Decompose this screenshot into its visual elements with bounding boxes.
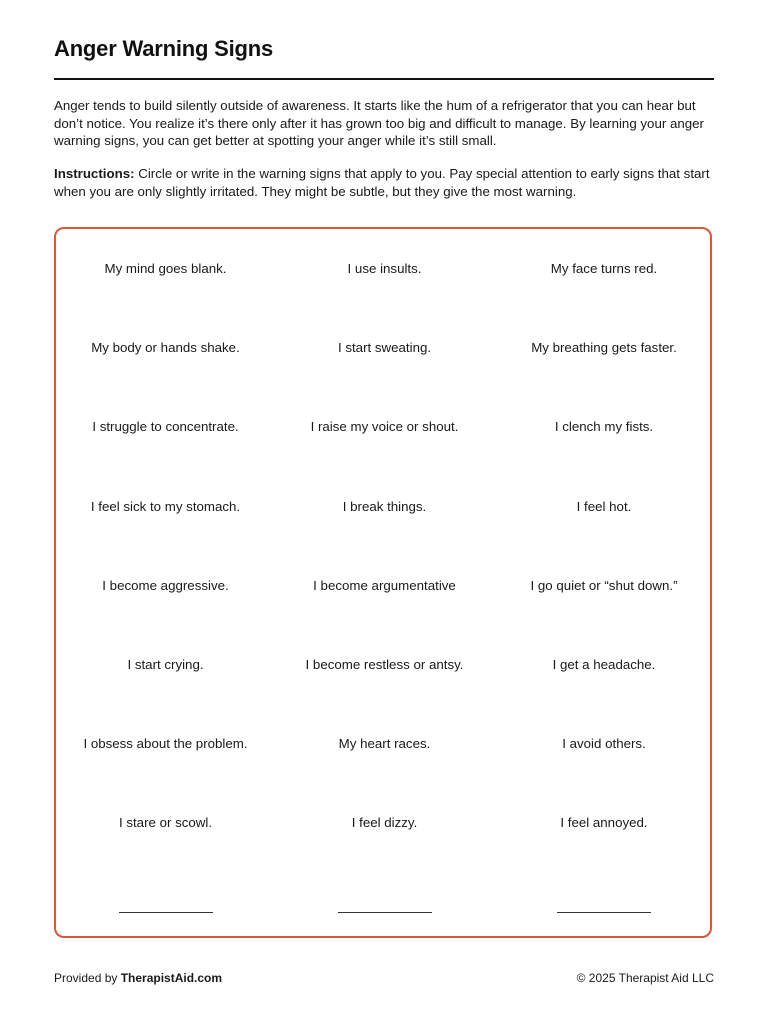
sign-become-argumentative[interactable]: I become argumentative bbox=[313, 577, 456, 593]
footer-provided-by bbox=[54, 971, 222, 985]
sign-struggle-concentrate[interactable]: I struggle to concentrate. bbox=[92, 419, 239, 435]
sign-mind-goes-blank[interactable]: My mind goes blank. bbox=[104, 261, 227, 277]
sign-avoid-others[interactable]: I avoid others. bbox=[562, 736, 646, 752]
sign-get-headache[interactable]: I get a headache. bbox=[552, 657, 656, 673]
write-in-blank-3[interactable] bbox=[494, 863, 714, 951]
instructions-text: Circle or write in the warning signs that apply to you. Pay special attention to early signs that start when you are only slightly irritated. They might be subtle, but they give the most warning. bbox=[54, 166, 710, 199]
sign-breathing-faster[interactable]: My breathing gets faster. bbox=[531, 340, 677, 356]
footer-copyright: © 2025 Therapist Aid LLC bbox=[576, 971, 714, 985]
sign-feel-annoyed[interactable]: I feel annoyed. bbox=[560, 815, 648, 831]
sign-raise-voice[interactable]: I raise my voice or shout. bbox=[310, 419, 459, 435]
sign-sick-stomach[interactable]: I feel sick to my stomach. bbox=[90, 498, 241, 514]
sign-heart-races[interactable]: My heart races. bbox=[338, 736, 431, 752]
footer-provided-label: Provided by bbox=[54, 971, 121, 985]
sign-break-things[interactable]: I break things. bbox=[342, 498, 427, 514]
intro-paragraph: Anger tends to build silently outside of awareness. It starts like the hum of a refrigerator that you can hear but don’t notice. You realize it’s there only after it has grown too big and difficult to manage. By learning your anger warning signs, you can get better at spotting your anger while it’s still small. bbox=[54, 98, 704, 148]
sign-feel-dizzy[interactable]: I feel dizzy. bbox=[351, 815, 418, 831]
instructions-paragraph bbox=[54, 165, 714, 200]
sign-feel-hot[interactable]: I feel hot. bbox=[576, 498, 632, 514]
blank-underline bbox=[119, 912, 213, 913]
warning-signs-grid bbox=[56, 229, 710, 951]
sign-obsess-problem[interactable]: I obsess about the problem. bbox=[83, 736, 248, 752]
warning-signs-box bbox=[54, 227, 712, 938]
sign-clench-fists[interactable]: I clench my fists. bbox=[554, 419, 654, 435]
write-in-blank-2[interactable] bbox=[275, 863, 494, 951]
instructions-label: Instructions: bbox=[54, 166, 135, 181]
sign-use-insults[interactable]: I use insults. bbox=[347, 261, 422, 277]
blank-underline bbox=[338, 912, 432, 913]
sign-start-sweating[interactable]: I start sweating. bbox=[337, 340, 432, 356]
page-title: Anger Warning Signs bbox=[54, 36, 274, 61]
title-divider bbox=[54, 78, 714, 80]
footer-brand-link[interactable]: TherapistAid.com bbox=[120, 971, 223, 985]
write-in-blank-1[interactable] bbox=[56, 863, 275, 951]
sign-stare-scowl[interactable]: I stare or scowl. bbox=[118, 815, 213, 831]
sign-become-aggressive[interactable]: I become aggressive. bbox=[102, 577, 229, 593]
sign-go-quiet[interactable]: I go quiet or “shut down.” bbox=[530, 577, 678, 593]
blank-underline bbox=[557, 912, 651, 913]
sign-body-hands-shake[interactable]: My body or hands shake. bbox=[91, 340, 240, 356]
sign-face-turns-red[interactable]: My face turns red. bbox=[550, 261, 658, 277]
sign-restless-antsy[interactable]: I become restless or antsy. bbox=[305, 657, 464, 673]
sign-start-crying[interactable]: I start crying. bbox=[127, 657, 204, 673]
